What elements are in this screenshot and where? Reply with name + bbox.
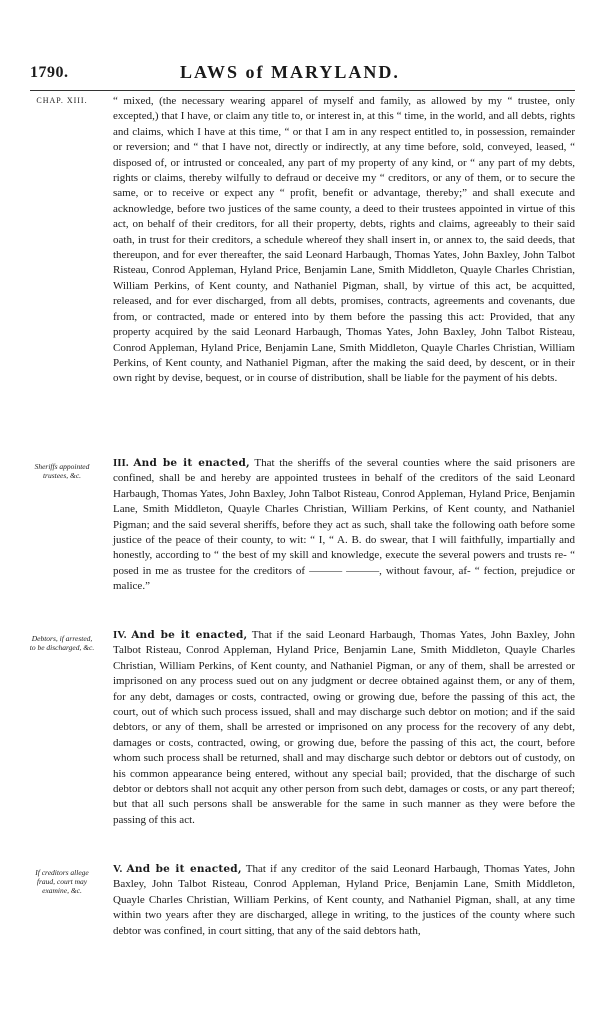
chapter-label: CHAP. XIII. — [36, 96, 88, 105]
section-text: That if any creditor of the said Leonard Harbaugh, Thomas Yates, John Baxley, John Talbot Risteau, Conrod Appleman, Hyland Price, Benjamin Lane, Smith Middleton, Quayle Charles Christian, William Perkins, of Kent county, and Nathaniel Pigman, shall, at any time within two years after they are discharged, allege in writing, to the justices of the county where such debtor was confined, in court sitting, that any of the said debtors hath, — [113, 863, 575, 937]
section-number: IV. — [113, 629, 127, 641]
section-text: That the sheriffs of the several counties where the said prisoners are confined, shall be and hereby are appointed trustees in behalf of the creditors of the said Leonard Harbaugh, Thomas Yates, John Baxley, John Talbot Risteau, Conrod Appleman, Hyland Price, Benjamin Lane, Smith Middleton, Quayle Charles Christian, William Perkins, of Kent county, and Nathaniel Pigman; and the said several sheriffs, before they act as such, shall take the following oath before some justice of the peace of their county, to wit: “ I, “ A. B. do swear, that I will faithfully, impartially and honestly, according to “ the best of my skill and knowledge, execute the several powers and trusts re- “ posed in me as trustee for the creditors of ——— ———, without favour, af- “ fection, prejudice or malice.” — [113, 457, 575, 593]
enacting-clause: And be it enacted, — [126, 863, 242, 875]
page-year: 1790. — [30, 64, 69, 81]
margin-note-creditors: If creditors allege fraud, court may examine, &c. — [35, 868, 89, 896]
page-header — [0, 64, 600, 90]
margin-note-sheriffs: Sheriffs appointed trustees, &c. — [34, 462, 90, 481]
section-5 — [113, 862, 575, 939]
enacting-clause: And be it enacted, — [133, 457, 250, 469]
paragraph-oath-continuation: “ mixed, (the necessary wearing apparel of myself and family, as allowed by my “ trustee, only excepted,) that I have, or claim any title to, or interest in, at this “ time, in the world, and all debts, rights and claims, which I have at this time, “ or that I am in any respect entitled to, in possession, remainder or reversion; and “ that I have not, directly or indirectly, at any time before, sold, conveyed, leased, “ disposed of, or intrusted or concealed, any part of my property of any kind, or “ any part of my debts, rights or claims, thereby wilfully to defraud or deceive my “ creditors, or any of them, or to secure the same, or to receive or expect any “ profit, benefit or advantage, thereby;” and shall execute and acknowledge, before two justices of the same county, a deed to their trustees appointed in virtue of this act, on behalf of their creditors, for all their property, debts, rights and claims, agreeably to their said oath, in trust for their creditors, a schedule whereof they shall insert in, or annex to, the said deeds, that thereupon, and for ever thereafter, the said Leonard Harbaugh, Thomas Yates, John Baxley, John Talbot Risteau, Conrod Appleman, Hyland Price, Benjamin Lane, Smith Middleton, Quayle Charles Christian, William Perkins, of Kent county, and Nathaniel Pigman, shall, by virtue of this act, be acquitted, released, and for ever discharged, from all debts, promises, contracts, agreements and covenants, due from, or contracted, made or entered into by them before the passing this act: Provided, that any property acquired by the said Leonard Harbaugh, Thomas Yates, John Baxley, John Talbot Risteau, Conrod Appleman, Hyland Price, Benjamin Lane, Smith Middleton, Quayle Charles Christian, William Perkins, of Kent county, and Nathaniel Pigman, after the making the said deed, by descent, or in their own right by devise, bequest, or in course of distribution, shall be liable for the payment of his debts. — [113, 95, 575, 385]
margin-note-debtors: Debtors, if arrested, to be discharged, &c. — [29, 634, 95, 653]
running-title: LAWS of MARYLAND. — [180, 62, 400, 82]
section-4 — [113, 628, 575, 828]
section-text: That if the said Leonard Harbaugh, Thomas Yates, John Baxley, John Talbot Risteau, Conrod Appleman, Hyland Price, Benjamin Lane, Smith Middleton, Quayle Charles Christian, William Perkins, of Kent county, and Nathaniel Pigman, or any of them, shall be arrested or imprisoned on any process sued out on any judgment or decree obtained against them, or any of them, for any debt, damages or costs, contracted, owing or growing due, before the passing of this act, the court, out of which such process issued, shall and may discharge such debtor on motion; and if the said debtors, or any of them, shall be arrested or imprisoned on any process for the recovery of any debt, damages or costs, contracted, owing, or growing due, before the passing of this act, the court, before whom such process shall be returned, shall and may discharge such debtor or debtors out of custody, on his common appearance being entered, without any special bail; provided, that the discharge of such debtor or debtors shall not acquit any other person from such debt, damages or costs, or any part thereof; but that all such persons shall be answerable for the same in such manner as they were before the passing of this act. — [113, 629, 576, 826]
section-3 — [113, 456, 575, 595]
enacting-clause: And be it enacted, — [131, 629, 248, 641]
section-number: V. — [113, 863, 123, 875]
header-rule — [30, 90, 575, 91]
section-number: III. — [113, 457, 129, 469]
